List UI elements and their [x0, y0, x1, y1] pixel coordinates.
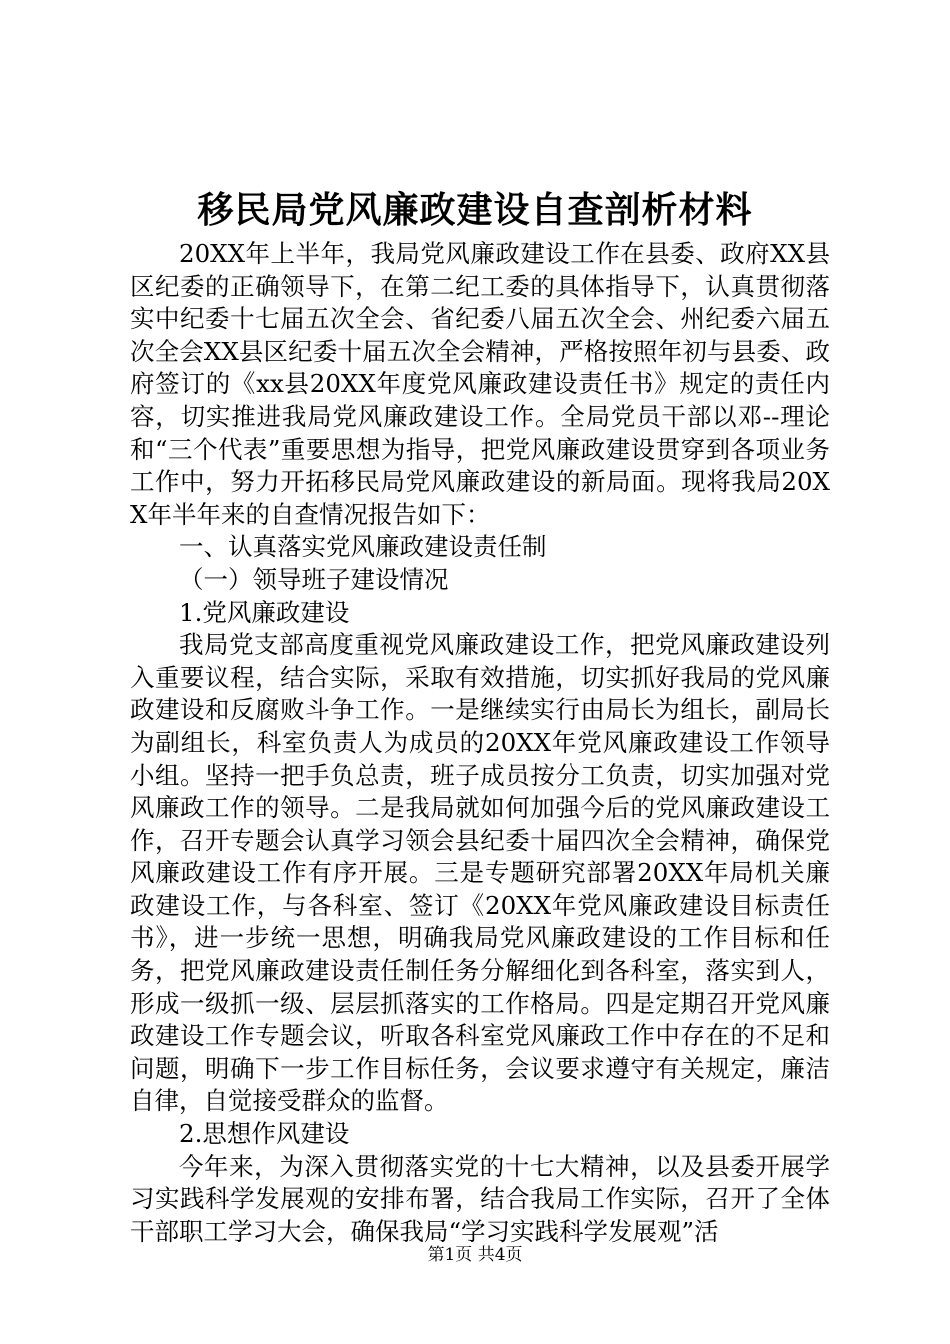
item-heading-2: 2.思想作风建设: [179, 1119, 350, 1149]
body-paragraph-1: 我局党支部高度重视党风廉政建设工作，把党风廉政建设列入重要议程，结合实际，采取有效措施，切实抓好我局的党风廉政建设和反腐败斗争工作。一是继续实行由局长为组长，副局长为副组长，科室负责人为成员的20XX年党风廉政建设工作领导小组。坚持一把手负总责，班子成员按分工负责，切实加强对党风廉政工作的领导。二是我局就如何加强今后的党风廉政建设工作，召开专题会认真学习领会县纪委十届四次全会精神，确保党风廉政建设工作有序开展。三是专题研究部署20XX年局机关廉政建设工作，与各科室、签订《20XX年党风廉政建设目标责任书》，进一步统一思想，明确我局党风廉政建设的工作目标和任务，把党风廉政建设责任制任务分解细化到各科室，落实到人，形成一级抓一级、层层抓落实的工作格局。四是定期召开党风廉政建设工作专题会议，听取各科室党风廉政工作中存在的不足和问题，明确下一步工作目标任务，会议要求遵守有关规定，廉洁自律，自觉接受群众的监督。: [130, 630, 830, 1116]
page-footer: 第1页 共4页: [427, 1245, 523, 1265]
document-title: 移民局党风廉政建设自查剖析材料: [197, 189, 753, 231]
document-body: [130, 238, 830, 1248]
subsection-heading-1: （一）领导班子建设情况: [179, 564, 449, 594]
intro-paragraph: 20XX年上半年，我局党风廉政建设工作在县委、政府XX县区纪委的正确领导下，在第二纪工委的具体指导下，认真贯彻落实中纪委十七届五次全会、省纪委八届五次全会、州纪委六届五次全会XX县区纪委十届五次全会精神，严格按照年初与县委、政府签订的《xx县20XX年度党风廉政建设责任书》规定的责任内容，切实推进我局党风廉政建设工作。全局党员干部以邓--理论和“三个代表”重要思想为指导，把党风廉政建设贯穿到各项业务工作中，努力开拓移民局党风廉政建设的新局面。现将我局20XX年半年来的自查情况报告如下：: [130, 239, 830, 529]
body-paragraph-2: 今年来，为深入贯彻落实党的十七大精神，以及县委开展学习实践科学发展观的安排布署，结合我局工作实际，召开了全体干部职工学习大会，确保我局“学习实践科学发展观”活: [130, 1151, 830, 1246]
item-heading-1: 1.党风廉政建设: [179, 597, 350, 627]
section-heading-1: 一、认真落实党风廉政建设责任制: [179, 532, 547, 562]
